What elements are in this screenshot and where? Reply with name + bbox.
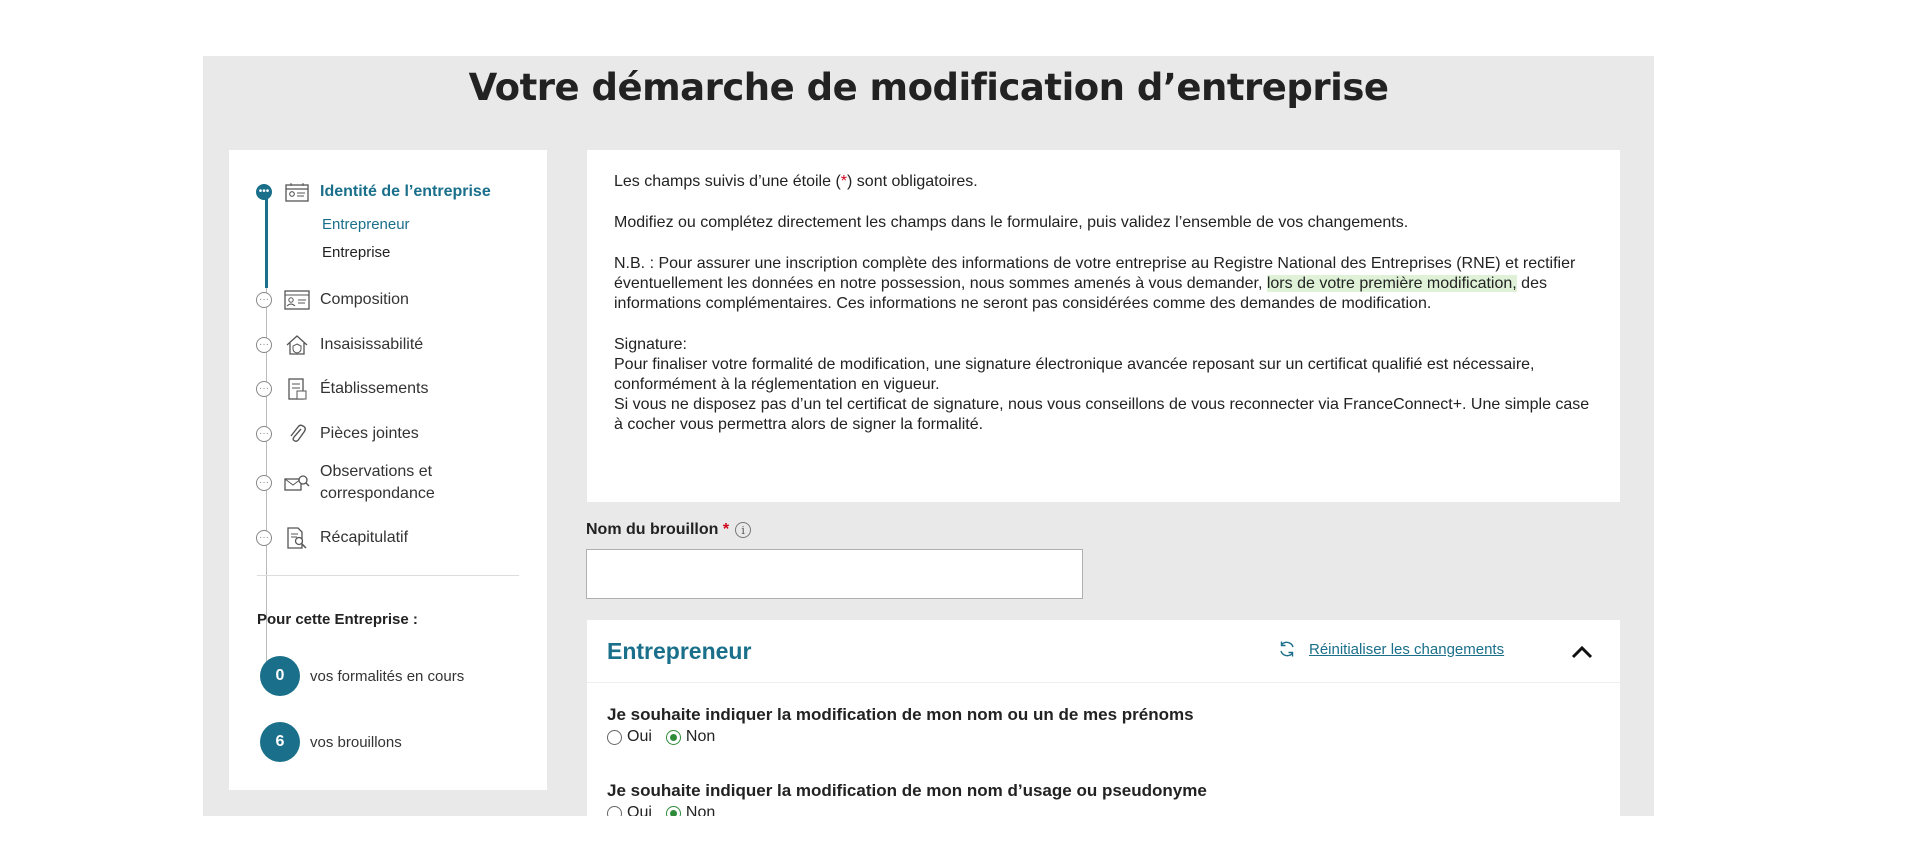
- step-dot: ···: [256, 381, 272, 397]
- formalities-counter[interactable]: [260, 656, 464, 696]
- step-insaisissabilite[interactable]: [256, 332, 423, 358]
- reset-changes-link[interactable]: Réinitialiser les changements: [1277, 639, 1504, 659]
- draft-name-label: Nom du brouillon * i: [586, 521, 751, 539]
- step-label: Identité de l’entreprise: [320, 183, 491, 200]
- drafts-counter[interactable]: [260, 722, 402, 762]
- refresh-icon: [1277, 639, 1297, 659]
- radio-button[interactable]: [607, 806, 622, 817]
- question-usage-name: Je souhaite indiquer la modification de mon nom d’usage ou pseudonyme: [607, 781, 1207, 800]
- radio-group-usage-name: [607, 804, 729, 816]
- house-shield-icon: [284, 332, 310, 358]
- step-identite[interactable]: [256, 179, 491, 205]
- collapse-chevron-up-icon[interactable]: [1567, 640, 1597, 664]
- counter-label: vos formalités en cours: [310, 667, 465, 685]
- step-recapitulatif[interactable]: [256, 525, 408, 551]
- radio-oui[interactable]: Oui: [607, 728, 652, 746]
- step-dot: ···: [256, 337, 272, 353]
- modify-note: Modifiez ou complétez directement les champs dans le formulaire, puis validez l’ensemble de vos changements.: [614, 214, 1409, 231]
- counter-badge: 0: [260, 656, 300, 696]
- radio-non[interactable]: Non: [666, 728, 715, 746]
- section-header: [587, 620, 1620, 683]
- id-card-icon: [284, 179, 310, 205]
- question-name-change: Je souhaite indiquer la modification de mon nom ou un de mes prénoms: [607, 705, 1194, 724]
- step-dot: ···: [256, 475, 272, 491]
- step-dot: ···: [256, 292, 272, 308]
- substep-entreprise[interactable]: Entreprise: [322, 244, 391, 261]
- step-etablissements[interactable]: [256, 376, 429, 402]
- step-label: Observations et correspondance: [320, 463, 435, 502]
- divider: [257, 575, 519, 576]
- steps-sidebar: [229, 150, 547, 790]
- highlight-text: lors de votre première modification,: [1266, 275, 1517, 292]
- step-dot: ···: [256, 426, 272, 442]
- radio-button-checked[interactable]: [666, 806, 681, 817]
- radio-group-name-change: [607, 728, 729, 746]
- substep-entrepreneur[interactable]: Entrepreneur: [322, 216, 410, 233]
- step-dot-active: •••: [256, 184, 272, 200]
- users-card-icon: [284, 287, 310, 313]
- envelope-search-icon: [284, 470, 310, 496]
- radio-non[interactable]: Non: [666, 804, 715, 816]
- counter-label: vos brouillons: [310, 733, 402, 751]
- nb-note: N.B. : Pour assurer une inscription complète des informations de votre entreprise au Registre National des Entreprises (RNE) et rectifier éventuellement les données en notre possession, nous sommes amenés à vous demander, lors de votre première modification, des informations complémentaires. Ces informations ne seront pas considérées comme des demandes de modification.: [614, 255, 1576, 312]
- page-title: Votre démarche de modification d’entreprise: [468, 66, 1389, 109]
- radio-button[interactable]: [607, 730, 622, 745]
- radio-button-checked[interactable]: [666, 730, 681, 745]
- step-label: Composition: [320, 291, 409, 308]
- company-heading: Pour cette Entreprise :: [257, 611, 418, 628]
- counter-badge: 6: [260, 722, 300, 762]
- required-note: Les champs suivis d’une étoile (*) sont obligatoires.: [614, 173, 978, 190]
- step-label: Établissements: [320, 380, 429, 397]
- info-icon[interactable]: i: [735, 522, 751, 538]
- draft-name-input[interactable]: [586, 549, 1083, 599]
- signature-note: Signature: Pour finaliser votre formalité de modification, une signature électronique avancée reposant sur un certificat qualifié est nécessaire, conformément à la réglementation en vigueur. Si vous ne disposez pas d’un tel certificat de signature, nous vous conseillons de vous reconnecter via FranceConnect+. Une simple case à cocher vous permettra alors de signer la formalité.: [614, 336, 1590, 433]
- step-composition[interactable]: [256, 287, 409, 313]
- section-title: Entrepreneur: [607, 638, 752, 664]
- step-label: Insaisissabilité: [320, 336, 424, 353]
- step-pieces-jointes[interactable]: [256, 421, 419, 447]
- entrepreneur-section: [587, 620, 1620, 816]
- step-label: Pièces jointes: [320, 425, 419, 442]
- info-box: [587, 150, 1620, 502]
- document-search-icon: [284, 525, 310, 551]
- step-observations[interactable]: [256, 461, 435, 505]
- step-dot: ···: [256, 530, 272, 546]
- step-label: Récapitulatif: [320, 529, 409, 546]
- paperclip-icon: [284, 421, 310, 447]
- building-document-icon: [284, 376, 310, 402]
- radio-oui[interactable]: Oui: [607, 804, 652, 816]
- form-frame: [203, 56, 1654, 816]
